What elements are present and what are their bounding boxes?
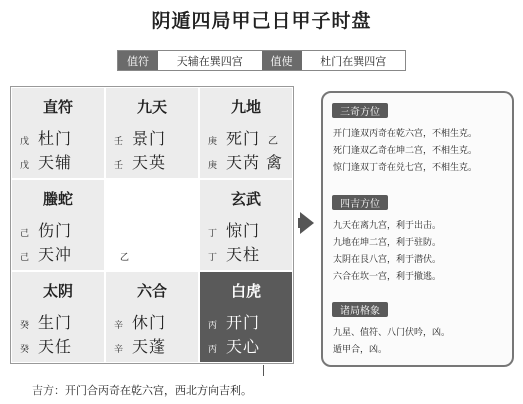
palace-li9 (105, 87, 199, 179)
stem-lower: 戊 (20, 161, 30, 171)
door-label: 杜门 (38, 129, 73, 148)
chart-title: 阴遁四局甲己日甲子时盘 (151, 10, 372, 32)
analysis-panel (321, 91, 514, 367)
stem-upper: 癸 (20, 321, 30, 331)
geju-title: 诸局格象 (332, 302, 388, 317)
door-label: 开门 (226, 313, 261, 332)
zhishi-key: 值使 (262, 51, 302, 70)
star-label: 天任 (38, 337, 73, 356)
footer-note (32, 382, 252, 398)
zhifu-value: 天辅在巽四宫 (158, 51, 262, 70)
geju-line: 遁甲合，凶。 (333, 345, 388, 355)
stem-lower: 辛 (114, 345, 124, 355)
stem-extra: 乙 (268, 136, 279, 147)
palace-xun4 (11, 87, 105, 179)
stem-lower: 癸 (20, 345, 30, 355)
zhishi-value: 杜门在巽四宫 (302, 51, 406, 70)
palace-god: 直符 (42, 98, 73, 116)
palace-qian6 (199, 271, 293, 363)
palace-dui7 (199, 179, 293, 271)
star-label: 天芮 (226, 153, 261, 172)
door-label: 生门 (38, 313, 73, 332)
stem-lower: 己 (20, 253, 30, 263)
palace-gen8 (11, 271, 105, 363)
palace-god: 白虎 (230, 282, 261, 300)
palace-zhen3 (11, 179, 105, 271)
footer-label: 吉方： (32, 384, 65, 397)
siji-line: 太阴在艮八宫，利于潜伏。 (333, 255, 442, 265)
geju-line: 九星、值符、八门伏吟，凶。 (333, 328, 451, 338)
stem-upper: 壬 (114, 137, 124, 147)
sanqi-line: 死门逢双乙奇在坤二宫，不相生克。 (333, 146, 478, 156)
door-label: 休门 (132, 313, 167, 332)
door-label: 惊门 (226, 221, 261, 240)
palace-god: 九天 (136, 98, 167, 116)
star-extra: 禽 (266, 153, 283, 172)
palace-god: 九地 (230, 98, 261, 116)
star-label: 天柱 (226, 245, 261, 264)
stem-lower: 丁 (208, 253, 218, 263)
star-label: 天冲 (38, 245, 73, 264)
arrow-right-icon (300, 212, 314, 234)
palace-center5 (105, 179, 199, 271)
zhifu-key: 值符 (118, 51, 158, 70)
sanqi-line: 开门逢双丙奇在乾六宫，不相生克。 (333, 129, 478, 139)
pointer-line (263, 365, 264, 376)
duty-bar (117, 50, 406, 71)
palace-god: 太阴 (42, 282, 73, 300)
palace-god: 螣蛇 (42, 190, 73, 208)
star-label: 天心 (226, 337, 261, 356)
star-label: 天辅 (38, 153, 73, 172)
siji-line: 九天在离九宫，利于出击。 (333, 221, 442, 231)
stem-lower: 壬 (114, 161, 124, 171)
palace-god: 玄武 (230, 190, 261, 208)
stem-lower: 庚 (208, 161, 218, 171)
door-label: 伤门 (38, 221, 73, 240)
qimen-grid (10, 86, 294, 364)
stem-upper: 丙 (208, 321, 218, 331)
door-label: 死门 (226, 129, 261, 148)
stem-upper: 戊 (20, 137, 30, 147)
footer-text: 开门合丙奇在乾六宫，西北方向吉利。 (65, 384, 252, 397)
siji-line: 九地在坤二宫，利于驻防。 (333, 238, 442, 248)
star-label: 天英 (132, 153, 167, 172)
center-stem: 乙 (120, 253, 130, 263)
stem-upper: 辛 (114, 321, 124, 331)
sanqi-title: 三奇方位 (332, 103, 388, 118)
palace-kan1 (105, 271, 199, 363)
palace-god: 六合 (136, 282, 167, 300)
stem-upper: 己 (20, 229, 30, 239)
palace-kun2 (199, 87, 293, 179)
stem-upper: 丁 (208, 229, 218, 239)
siji-title: 四吉方位 (332, 195, 388, 210)
stem-lower: 丙 (208, 345, 218, 355)
door-label: 景门 (132, 129, 167, 148)
siji-line: 六合在坎一宫，利于撤逃。 (333, 272, 442, 282)
star-label: 天蓬 (132, 337, 167, 356)
sanqi-line: 惊门逢双丁奇在兑七宫，不相生克。 (333, 163, 478, 173)
stem-upper: 庚 (208, 137, 218, 147)
